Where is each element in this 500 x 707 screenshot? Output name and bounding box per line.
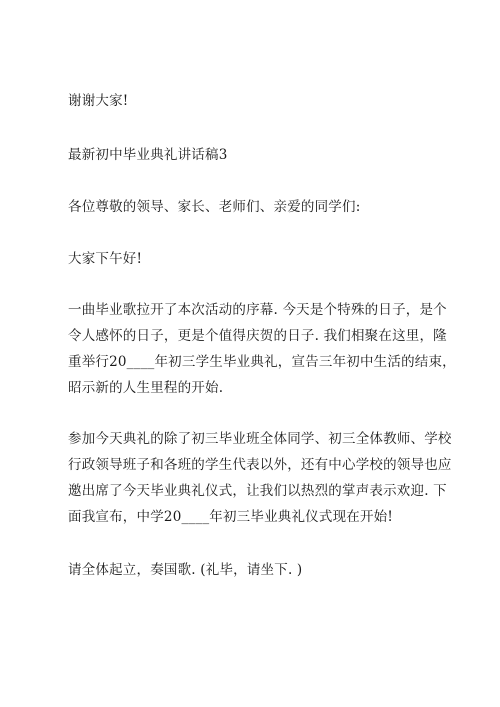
text-line: 参加今天典礼的除了初三毕业班全体同学、初三全体教师、学校 (68, 431, 452, 447)
text-line: 最新初中毕业典礼讲话稿3 (68, 147, 228, 163)
greeting (68, 246, 438, 272)
closing-thanks (68, 88, 438, 114)
text-line: 重举行20____年初三学生毕业典礼，宣告三年初中生活的结束， (68, 354, 456, 370)
text-line: 请全体起立，奏国歌. (礼毕，请坐下. ) (68, 562, 303, 578)
text-line: 大家下午好! (68, 251, 143, 267)
salutation (68, 194, 438, 220)
text-line: 邀出席了今天毕业典礼仪式，让我们以热烈的掌声表示欢迎. 下 (68, 483, 447, 499)
attendance-paragraph (68, 426, 452, 530)
anthem-instruction (68, 557, 438, 583)
speech-title (68, 142, 438, 168)
text-line: 谢谢大家! (68, 93, 129, 109)
text-line: 各位尊敬的领导、家长、老师们、亲爱的同学们: (68, 199, 361, 215)
text-line: 一曲毕业歌拉开了本次活动的序幕. 今天是个特殊的日子，是个 (68, 302, 447, 318)
text-line: 昭示新的人生里程的开始. (68, 380, 224, 396)
text-line: 行政领导班子和各班的学生代表以外，还有中心学校的领导也应 (68, 457, 452, 473)
text-line: 面我宣布，中学20____年初三毕业典礼仪式现在开始! (68, 509, 394, 525)
opening-paragraph (68, 297, 456, 401)
text-line: 令人感怀的日子，更是个值得庆贺的日子. 我们相聚在这里，隆 (68, 328, 447, 344)
